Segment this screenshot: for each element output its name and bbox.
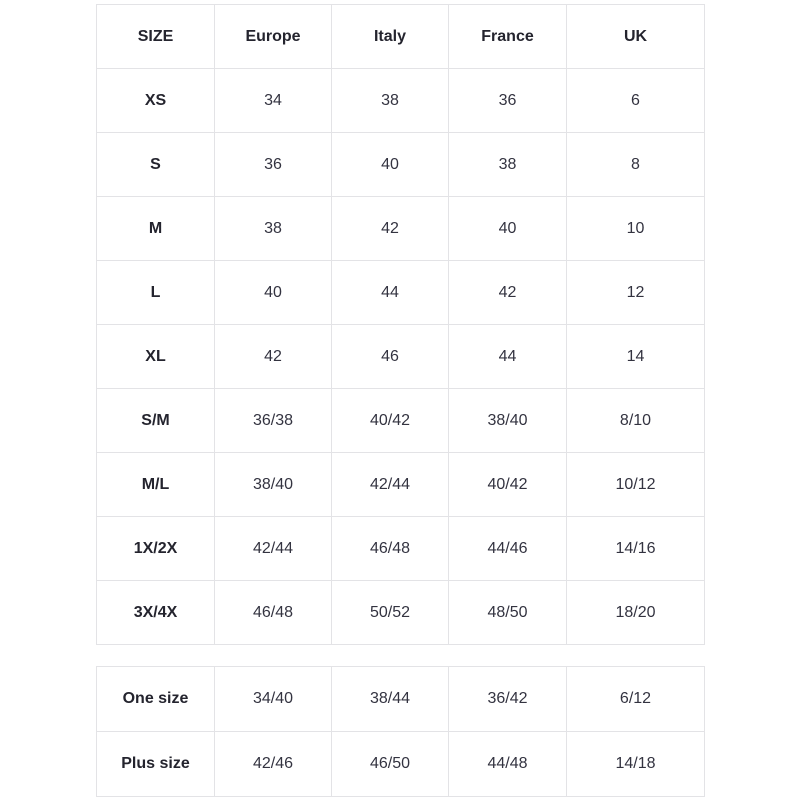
cell-uk: 14/18 [567,732,705,797]
cell-italy: 46/50 [332,732,449,797]
cell-europe: 38/40 [215,453,332,517]
cell-uk: 6 [567,69,705,133]
column-header-italy: Italy [332,5,449,69]
table-row [97,325,705,389]
cell-italy: 38/44 [332,667,449,732]
cell-europe: 34/40 [215,667,332,732]
table-row [97,667,705,732]
table-row [97,69,705,133]
cell-uk: 14/16 [567,517,705,581]
cell-france: 38/40 [449,389,567,453]
cell-italy: 46 [332,325,449,389]
cell-uk: 14 [567,325,705,389]
size-conversion-table-container [96,4,704,645]
cell-italy: 40 [332,133,449,197]
column-header-uk: UK [567,5,705,69]
cell-europe: 42 [215,325,332,389]
row-label: S [97,133,215,197]
cell-europe: 36 [215,133,332,197]
cell-italy: 46/48 [332,517,449,581]
cell-italy: 40/42 [332,389,449,453]
table-header [97,5,705,69]
cell-europe: 38 [215,197,332,261]
table-body [97,69,705,645]
cell-europe: 42/44 [215,517,332,581]
cell-france: 44 [449,325,567,389]
cell-france: 44/46 [449,517,567,581]
table-row [97,517,705,581]
cell-europe: 46/48 [215,581,332,645]
cell-uk: 18/20 [567,581,705,645]
cell-france: 38 [449,133,567,197]
table-row [97,197,705,261]
cell-europe: 40 [215,261,332,325]
cell-italy: 38 [332,69,449,133]
cell-france: 36 [449,69,567,133]
table-header-row [97,5,705,69]
row-label: M [97,197,215,261]
column-header-france: France [449,5,567,69]
row-label: XL [97,325,215,389]
table-row [97,133,705,197]
cell-europe: 42/46 [215,732,332,797]
cell-france: 40/42 [449,453,567,517]
row-label: M/L [97,453,215,517]
size-conversion-table [96,4,705,645]
cell-uk: 8/10 [567,389,705,453]
cell-italy: 44 [332,261,449,325]
row-label: L [97,261,215,325]
row-label: 3X/4X [97,581,215,645]
row-label: Plus size [97,732,215,797]
cell-france: 42 [449,261,567,325]
row-label: XS [97,69,215,133]
table-row [97,261,705,325]
cell-europe: 36/38 [215,389,332,453]
cell-france: 36/42 [449,667,567,732]
cell-italy: 50/52 [332,581,449,645]
cell-uk: 12 [567,261,705,325]
row-label: S/M [97,389,215,453]
column-header-size: SIZE [97,5,215,69]
cell-france: 40 [449,197,567,261]
one-size-table [96,666,705,797]
cell-uk: 10/12 [567,453,705,517]
table-body [97,667,705,797]
cell-europe: 34 [215,69,332,133]
cell-uk: 8 [567,133,705,197]
cell-france: 48/50 [449,581,567,645]
column-header-europe: Europe [215,5,332,69]
cell-uk: 6/12 [567,667,705,732]
cell-france: 44/48 [449,732,567,797]
cell-italy: 42 [332,197,449,261]
table-row [97,453,705,517]
cell-italy: 42/44 [332,453,449,517]
cell-uk: 10 [567,197,705,261]
row-label: 1X/2X [97,517,215,581]
table-row [97,732,705,797]
table-row [97,581,705,645]
table-row [97,389,705,453]
row-label: One size [97,667,215,732]
one-size-table-container [96,666,704,797]
